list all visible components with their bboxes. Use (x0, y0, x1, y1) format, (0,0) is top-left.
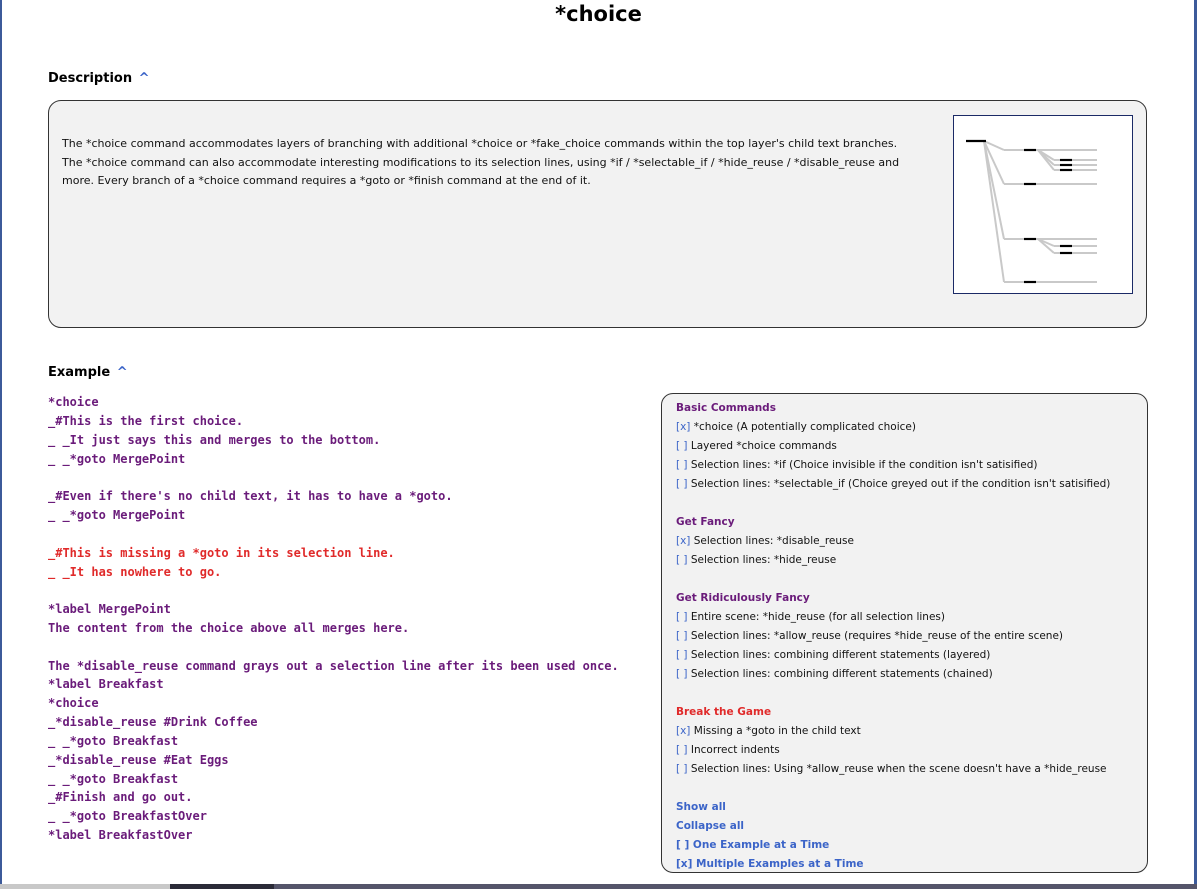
description-line: The *choice command can also accommodate interesting modifications to its selection lines, using *if / *selectable_if / *hide_reuse / *disable_reuse and (62, 155, 900, 169)
code-line: _ _*goto BreakfastOver (48, 809, 207, 823)
show-all-link[interactable]: Show all (676, 801, 726, 813)
toc-item-checkbox[interactable]: [ ] (676, 554, 688, 566)
toc-group-heading: Basic Commands (676, 402, 776, 414)
code-line: _ _*goto MergePoint (48, 452, 186, 466)
code-line: _ _*goto Breakfast (48, 734, 179, 748)
description-toggle[interactable]: ^ (138, 71, 150, 86)
toc-item[interactable] (676, 668, 993, 680)
toc-item-checkbox[interactable]: [ ] (676, 459, 688, 471)
toc-item-label: Selection lines: *disable_reuse (693, 535, 854, 547)
example-heading (48, 365, 128, 380)
description-heading (48, 71, 150, 86)
page-title: *choice (555, 2, 642, 26)
toc-item[interactable] (676, 421, 916, 433)
code-line: *choice (48, 696, 99, 710)
collapse-all-link[interactable]: Collapse all (676, 820, 745, 832)
toc-item-checkbox[interactable]: [x] (676, 725, 691, 737)
code-line: _ _*goto Breakfast (48, 772, 179, 786)
toc-item-label: Entire scene: *hide_reuse (for all selection lines) (690, 611, 945, 623)
toc-item[interactable] (676, 554, 836, 566)
toc-group-heading: Get Ridiculously Fancy (676, 592, 810, 604)
toc-item[interactable] (676, 535, 854, 547)
toc-item-checkbox[interactable]: [ ] (676, 649, 688, 661)
description-text (62, 135, 947, 191)
code-line: _*disable_reuse #Eat Eggs (48, 753, 229, 767)
code-line: The content from the choice above all merges here. (48, 621, 410, 635)
toc-item[interactable] (676, 763, 1107, 775)
toc-item-label: Selection lines: *selectable_if (Choice greyed out if the condition isn't satisified) (690, 478, 1111, 490)
toc-group-heading: Break the Game (676, 706, 772, 718)
toc-item-checkbox[interactable]: [x] (676, 421, 691, 433)
example-navigation-panel (661, 393, 1148, 873)
toc-item-label: Selection lines: *allow_reuse (requires *hide_reuse of the entire scene) (690, 630, 1064, 642)
window-left-border (0, 0, 2, 889)
option-label: One Example at a Time (692, 839, 830, 851)
one-example-option[interactable] (676, 839, 829, 851)
toc-item-checkbox[interactable]: [ ] (676, 668, 688, 680)
code-line: *choice (48, 395, 99, 409)
example-toggle[interactable]: ^ (116, 365, 128, 380)
code-line: _#This is missing a *goto in its selection line. (48, 546, 395, 560)
toc-item-label: *choice (A potentially complicated choice) (693, 421, 916, 433)
description-box (48, 100, 1147, 328)
toc-item-label: Selection lines: combining different statements (chained) (690, 668, 993, 680)
toc-item-label: Selection lines: combining different statements (layered) (690, 649, 991, 661)
code-line: *label BreakfastOver (48, 828, 193, 842)
toc-item-label: Missing a *goto in the child text (693, 725, 861, 737)
option-checkbox[interactable]: [ ] (676, 839, 690, 851)
description-line: more. Every branch of a *choice command requires a *goto or *finish command at the end of it. (62, 174, 591, 187)
option-label: Multiple Examples at a Time (696, 858, 864, 870)
taskbar-strip (0, 884, 1197, 889)
toc-item[interactable] (676, 725, 861, 737)
code-line: _#Finish and go out. (48, 790, 193, 804)
taskbar-segment (274, 884, 1197, 889)
toc-item-checkbox[interactable]: [ ] (676, 744, 688, 756)
code-line: _#Even if there's no child text, it has to have a *goto. (48, 489, 453, 503)
code-line: *label Breakfast (48, 677, 164, 691)
toc-item[interactable] (676, 440, 837, 452)
code-line: _ _It has nowhere to go. (48, 565, 222, 579)
toc-item-checkbox[interactable]: [ ] (676, 611, 688, 623)
toc-item[interactable] (676, 630, 1063, 642)
description-line: The *choice command accommodates layers of branching with additional *choice or *fake_choice commands within the top layer's child text branches. (62, 137, 898, 150)
toc-item-label: Selection lines: *if (Choice invisible if the condition isn't satisified) (690, 459, 1038, 471)
toc-item-checkbox[interactable]: [ ] (676, 478, 688, 490)
example-heading-label: Example (48, 365, 111, 380)
toc-item-checkbox[interactable]: [ ] (676, 630, 688, 642)
toc-item[interactable] (676, 459, 1038, 471)
toc-item-label: Selection lines: *hide_reuse (690, 554, 837, 566)
taskbar-segment (170, 884, 274, 889)
branching-diagram (954, 116, 1132, 293)
toc-item[interactable] (676, 649, 990, 661)
toc-item[interactable] (676, 611, 945, 623)
toc-item-label: Incorrect indents (690, 744, 780, 756)
branching-diagram-image (953, 115, 1133, 294)
toc-item[interactable] (676, 744, 780, 756)
option-checkbox[interactable]: [x] (676, 858, 693, 870)
toc-item[interactable] (676, 478, 1110, 490)
code-line: The *disable_reuse command grays out a selection line after its been used once. (48, 659, 619, 673)
toc-item-checkbox[interactable]: [ ] (676, 440, 688, 452)
code-line: _ _*goto MergePoint (48, 508, 186, 522)
code-line: *label MergePoint (48, 602, 171, 616)
toc-item-checkbox[interactable]: [x] (676, 535, 691, 547)
multiple-examples-option[interactable] (676, 858, 864, 870)
code-line: _ _It just says this and merges to the bottom. (48, 433, 381, 447)
toc-item-checkbox[interactable]: [ ] (676, 763, 688, 775)
toc-item-label: Selection lines: Using *allow_reuse when the scene doesn't have a *hide_reuse (690, 763, 1107, 775)
toc-group-heading: Get Fancy (676, 516, 735, 528)
toc-item-label: Layered *choice commands (690, 440, 837, 452)
description-heading-label: Description (48, 71, 133, 86)
code-line: _*disable_reuse #Drink Coffee (48, 715, 258, 729)
code-line: _#This is the first choice. (48, 414, 244, 428)
